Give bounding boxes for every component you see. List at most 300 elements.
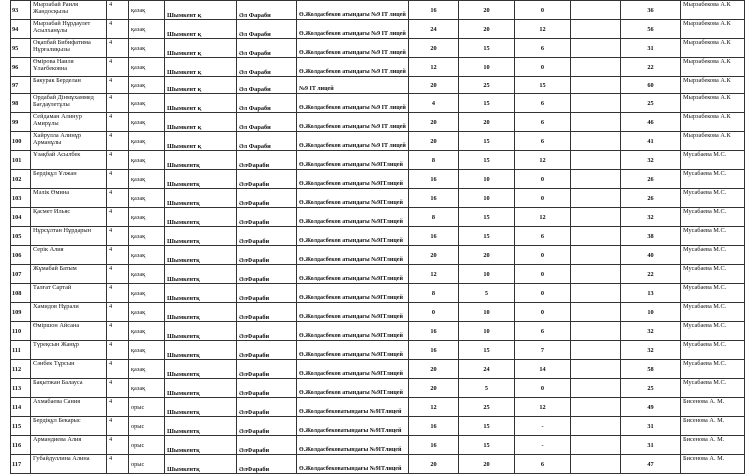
student-name[interactable]: Өмірова Наиля Ұлағбековна <box>31 58 107 77</box>
teacher-name[interactable]: Мусабаева М.С. <box>681 189 745 208</box>
district[interactable]: ӘлФараби <box>237 227 297 246</box>
empty-cell[interactable] <box>571 132 621 151</box>
score-3[interactable]: 0 <box>515 58 571 77</box>
total-score[interactable]: 47 <box>621 455 681 474</box>
student-name[interactable]: Жұмабай Батым <box>31 265 107 284</box>
score-1[interactable]: 16 <box>409 436 459 455</box>
language[interactable]: қазақ <box>129 341 165 360</box>
city[interactable]: Шымкент қ <box>165 20 237 39</box>
score-2[interactable]: 15 <box>459 39 515 58</box>
city[interactable]: Шымкентқ <box>165 208 237 227</box>
score-1[interactable]: 16 <box>409 170 459 189</box>
teacher-name[interactable]: Мусабаева М.С. <box>681 303 745 322</box>
student-name[interactable]: Сәнбек Тұрсын <box>31 360 107 379</box>
empty-cell[interactable] <box>571 208 621 227</box>
score-2[interactable]: 5 <box>459 284 515 303</box>
score-3[interactable]: 6 <box>515 132 571 151</box>
city[interactable]: Шымкентқ <box>165 284 237 303</box>
city[interactable]: Шымкентқ <box>165 322 237 341</box>
student-name[interactable]: Сейдаман Алинур Амирұлы <box>31 113 107 132</box>
class-grade[interactable]: 4 <box>107 436 129 455</box>
row-number[interactable]: 93 <box>11 1 31 20</box>
district[interactable]: ӘлФараби <box>237 341 297 360</box>
class-grade[interactable]: 4 <box>107 151 129 170</box>
student-name[interactable]: Ордабай Дінмұхаммед Бағдаулетұлы <box>31 94 107 113</box>
teacher-name[interactable]: Бисенова А. М. <box>681 436 745 455</box>
row-number[interactable]: 101 <box>11 151 31 170</box>
district[interactable]: Әл Фараби <box>237 77 297 94</box>
language[interactable]: қазақ <box>129 58 165 77</box>
teacher-name[interactable]: Мырзабекова А.К <box>681 20 745 39</box>
score-3[interactable]: 6 <box>515 94 571 113</box>
language[interactable]: орыс <box>129 455 165 474</box>
row-number[interactable]: 105 <box>11 227 31 246</box>
city[interactable]: Шымкентқ <box>165 246 237 265</box>
district[interactable]: Әл Фараби <box>237 20 297 39</box>
empty-cell[interactable] <box>571 379 621 398</box>
total-score[interactable]: 40 <box>621 246 681 265</box>
empty-cell[interactable] <box>571 398 621 417</box>
score-1[interactable]: 20 <box>409 113 459 132</box>
city[interactable]: Шымкент қ <box>165 94 237 113</box>
language[interactable]: қазақ <box>129 303 165 322</box>
empty-cell[interactable] <box>571 1 621 20</box>
language[interactable]: орыс <box>129 417 165 436</box>
total-score[interactable]: 60 <box>621 77 681 94</box>
class-grade[interactable]: 4 <box>107 113 129 132</box>
score-1[interactable]: 8 <box>409 284 459 303</box>
district[interactable]: Әл Фараби <box>237 58 297 77</box>
school-name[interactable]: Ө.Жолдасбеков атындағы №9 IT лицей <box>297 20 409 39</box>
school-name[interactable]: Ө.Жолдасбеков атындағы №9ITлицей <box>297 303 409 322</box>
city[interactable]: Шымкентқ <box>165 265 237 284</box>
city[interactable]: Шымкент қ <box>165 58 237 77</box>
teacher-name[interactable]: Мусабаева М.С. <box>681 246 745 265</box>
score-2[interactable]: 15 <box>459 94 515 113</box>
language[interactable]: орыс <box>129 436 165 455</box>
row-number[interactable]: 99 <box>11 113 31 132</box>
teacher-name[interactable]: Мырзабекова А.К <box>681 58 745 77</box>
city[interactable]: Шымкентқ <box>165 227 237 246</box>
empty-cell[interactable] <box>571 341 621 360</box>
teacher-name[interactable]: Мырзабекова А.К <box>681 94 745 113</box>
score-3[interactable]: 12 <box>515 208 571 227</box>
language[interactable]: қазақ <box>129 132 165 151</box>
student-name[interactable]: Оқапбай Бибифатима Нұрғалиқызы <box>31 39 107 58</box>
score-1[interactable]: 12 <box>409 398 459 417</box>
district[interactable]: ӘлФараби <box>237 360 297 379</box>
school-name[interactable]: Ө.Жолдасбеков атындағы №9ITлицей <box>297 151 409 170</box>
school-name[interactable]: Ө.Жолдасбеков атындағы №9ITлицей <box>297 265 409 284</box>
school-name[interactable]: Ө.Жолдасбеков атындағы №9ITлицей <box>297 227 409 246</box>
city[interactable]: Шымкент қ <box>165 113 237 132</box>
teacher-name[interactable]: Мусабаева М.С. <box>681 227 745 246</box>
total-score[interactable]: 25 <box>621 94 681 113</box>
district[interactable]: ӘлФараби <box>237 284 297 303</box>
student-name[interactable]: Мәлік Өмина <box>31 189 107 208</box>
student-name[interactable]: Бердіқұл Бекарыс <box>31 417 107 436</box>
class-grade[interactable]: 4 <box>107 360 129 379</box>
empty-cell[interactable] <box>571 20 621 39</box>
score-3[interactable]: 6 <box>515 227 571 246</box>
row-number[interactable]: 106 <box>11 246 31 265</box>
empty-cell[interactable] <box>571 284 621 303</box>
district[interactable]: ӘлФараби <box>237 398 297 417</box>
score-3[interactable]: 0 <box>515 170 571 189</box>
city[interactable]: Шымкент қ <box>165 39 237 58</box>
school-name[interactable]: Ө.Жолдасбеков атындағы №9 IT лицей <box>297 94 409 113</box>
class-grade[interactable]: 4 <box>107 94 129 113</box>
empty-cell[interactable] <box>571 265 621 284</box>
score-2[interactable]: 10 <box>459 189 515 208</box>
total-score[interactable]: 10 <box>621 303 681 322</box>
teacher-name[interactable]: Мусабаева М.С. <box>681 379 745 398</box>
score-1[interactable]: 24 <box>409 20 459 39</box>
language[interactable]: қазақ <box>129 1 165 20</box>
score-3[interactable]: 0 <box>515 246 571 265</box>
class-grade[interactable]: 4 <box>107 1 129 20</box>
total-score[interactable]: 13 <box>621 284 681 303</box>
empty-cell[interactable] <box>571 113 621 132</box>
class-grade[interactable]: 4 <box>107 20 129 39</box>
score-3[interactable]: 0 <box>515 189 571 208</box>
student-name[interactable]: Хамидов Нұрали <box>31 303 107 322</box>
total-score[interactable]: 32 <box>621 322 681 341</box>
empty-cell[interactable] <box>571 246 621 265</box>
city[interactable]: Шымкент қ <box>165 132 237 151</box>
class-grade[interactable]: 4 <box>107 246 129 265</box>
total-score[interactable]: 31 <box>621 436 681 455</box>
score-1[interactable]: 20 <box>409 246 459 265</box>
student-name[interactable]: Түреқсын Жанұр <box>31 341 107 360</box>
row-number[interactable]: 103 <box>11 189 31 208</box>
school-name[interactable]: Ө.Жолдасбеков атындағы №9ITлицей <box>297 189 409 208</box>
city[interactable]: Шымкентқ <box>165 341 237 360</box>
city[interactable]: Шымкентқ <box>165 417 237 436</box>
school-name[interactable]: Ө.Жолдасбеков атындағы №9 IT лицей <box>297 39 409 58</box>
teacher-name[interactable]: Бисенова А. М. <box>681 398 745 417</box>
school-name[interactable]: №9 IT лицей <box>297 77 409 94</box>
score-2[interactable]: 15 <box>459 417 515 436</box>
row-number[interactable]: 102 <box>11 170 31 189</box>
teacher-name[interactable]: Мусабаева М.С. <box>681 170 745 189</box>
row-number[interactable]: 108 <box>11 284 31 303</box>
score-1[interactable]: 20 <box>409 39 459 58</box>
row-number[interactable]: 96 <box>11 58 31 77</box>
class-grade[interactable]: 4 <box>107 39 129 58</box>
district[interactable]: ӘлФараби <box>237 322 297 341</box>
language[interactable]: орыс <box>129 398 165 417</box>
school-name[interactable]: Ө.Жолдасбековатындағы №9ITлицей <box>297 436 409 455</box>
score-2[interactable]: 15 <box>459 436 515 455</box>
class-grade[interactable]: 4 <box>107 58 129 77</box>
district[interactable]: Әл Фараби <box>237 1 297 20</box>
student-name[interactable]: Талғат Сартай <box>31 284 107 303</box>
class-grade[interactable]: 4 <box>107 265 129 284</box>
teacher-name[interactable]: Мырзабекова А.К <box>681 39 745 58</box>
score-2[interactable]: 24 <box>459 360 515 379</box>
student-name[interactable]: Өміршон Айсана <box>31 322 107 341</box>
score-2[interactable]: 20 <box>459 113 515 132</box>
school-name[interactable]: Ө.Жолдасбеков атындағы №9ITлицей <box>297 246 409 265</box>
student-name[interactable]: Ұзақбай Асылбек <box>31 151 107 170</box>
score-3[interactable]: 0 <box>515 379 571 398</box>
language[interactable]: қазақ <box>129 322 165 341</box>
city[interactable]: Шымкентқ <box>165 436 237 455</box>
score-2[interactable]: 25 <box>459 77 515 94</box>
school-name[interactable]: Ө.Жолдасбековатындағы №9ITлицей <box>297 398 409 417</box>
district[interactable]: ӘлФараби <box>237 170 297 189</box>
language[interactable]: қазақ <box>129 113 165 132</box>
score-2[interactable]: 10 <box>459 58 515 77</box>
row-number[interactable]: 100 <box>11 132 31 151</box>
score-3[interactable]: - <box>515 436 571 455</box>
city[interactable]: Шымкентқ <box>165 455 237 474</box>
teacher-name[interactable]: Бисенова А. М. <box>681 417 745 436</box>
language[interactable]: қазақ <box>129 77 165 94</box>
district[interactable]: ӘлФараби <box>237 151 297 170</box>
score-2[interactable]: 20 <box>459 20 515 39</box>
language[interactable]: қазақ <box>129 360 165 379</box>
teacher-name[interactable]: Мырзабекова А.К <box>681 113 745 132</box>
score-2[interactable]: 25 <box>459 398 515 417</box>
language[interactable]: қазақ <box>129 189 165 208</box>
row-number[interactable]: 109 <box>11 303 31 322</box>
row-number[interactable]: 114 <box>11 398 31 417</box>
score-3[interactable]: 6 <box>515 322 571 341</box>
score-1[interactable]: 20 <box>409 360 459 379</box>
score-1[interactable]: 16 <box>409 341 459 360</box>
school-name[interactable]: Ө.Жолдасбеков атындағы №9ITлицей <box>297 322 409 341</box>
score-1[interactable]: 16 <box>409 189 459 208</box>
student-name[interactable]: Армандиева Алия <box>31 436 107 455</box>
score-3[interactable]: 6 <box>515 113 571 132</box>
score-2[interactable]: 10 <box>459 303 515 322</box>
empty-cell[interactable] <box>571 322 621 341</box>
score-1[interactable]: 16 <box>409 1 459 20</box>
score-2[interactable]: 20 <box>459 455 515 474</box>
score-1[interactable]: 8 <box>409 208 459 227</box>
row-number[interactable]: 117 <box>11 455 31 474</box>
total-score[interactable]: 58 <box>621 360 681 379</box>
row-number[interactable]: 104 <box>11 208 31 227</box>
score-2[interactable]: 15 <box>459 132 515 151</box>
district[interactable]: ӘлФараби <box>237 379 297 398</box>
district[interactable]: Әл Фараби <box>237 132 297 151</box>
total-score[interactable]: 49 <box>621 398 681 417</box>
row-number[interactable]: 112 <box>11 360 31 379</box>
student-name[interactable]: Бакурак Берделан <box>31 77 107 94</box>
empty-cell[interactable] <box>571 189 621 208</box>
language[interactable]: қазақ <box>129 246 165 265</box>
school-name[interactable]: Ө.Жолдасбеков атындағы №9ITлицей <box>297 208 409 227</box>
student-name[interactable]: Серік Алия <box>31 246 107 265</box>
row-number[interactable]: 95 <box>11 39 31 58</box>
school-name[interactable]: Ө.Жолдасбеков атындағы №9 IT лицей <box>297 58 409 77</box>
total-score[interactable]: 38 <box>621 227 681 246</box>
score-2[interactable]: 10 <box>459 265 515 284</box>
district[interactable]: ӘлФараби <box>237 436 297 455</box>
empty-cell[interactable] <box>571 303 621 322</box>
language[interactable]: қазақ <box>129 227 165 246</box>
teacher-name[interactable]: Мусабаева М.С. <box>681 322 745 341</box>
district[interactable]: ӘлФараби <box>237 246 297 265</box>
score-1[interactable]: 4 <box>409 94 459 113</box>
total-score[interactable]: 46 <box>621 113 681 132</box>
score-3[interactable]: - <box>515 417 571 436</box>
score-3[interactable]: 0 <box>515 284 571 303</box>
score-1[interactable]: 20 <box>409 132 459 151</box>
total-score[interactable]: 26 <box>621 170 681 189</box>
score-3[interactable]: 12 <box>515 20 571 39</box>
class-grade[interactable]: 4 <box>107 170 129 189</box>
district[interactable]: Әл Фараби <box>237 39 297 58</box>
district[interactable]: ӘлФараби <box>237 303 297 322</box>
total-score[interactable]: 22 <box>621 265 681 284</box>
district[interactable]: ӘлФараби <box>237 208 297 227</box>
city[interactable]: Шымкент қ <box>165 1 237 20</box>
class-grade[interactable]: 4 <box>107 132 129 151</box>
city[interactable]: Шымкентқ <box>165 398 237 417</box>
row-number[interactable]: 115 <box>11 417 31 436</box>
score-3[interactable]: 0 <box>515 303 571 322</box>
city[interactable]: Шымкентқ <box>165 360 237 379</box>
score-2[interactable]: 20 <box>459 246 515 265</box>
score-1[interactable]: 16 <box>409 322 459 341</box>
language[interactable]: қазақ <box>129 151 165 170</box>
class-grade[interactable]: 4 <box>107 208 129 227</box>
teacher-name[interactable]: Мырзабекова А.К <box>681 77 745 94</box>
class-grade[interactable]: 4 <box>107 284 129 303</box>
district[interactable]: Әл Фараби <box>237 113 297 132</box>
school-name[interactable]: Ө.Жолдасбековатындағы №9ITлицей <box>297 417 409 436</box>
teacher-name[interactable]: Мырзабекова А.К <box>681 132 745 151</box>
row-number[interactable]: 97 <box>11 77 31 94</box>
empty-cell[interactable] <box>571 436 621 455</box>
district[interactable]: ӘлФараби <box>237 265 297 284</box>
score-2[interactable]: 15 <box>459 341 515 360</box>
class-grade[interactable]: 4 <box>107 379 129 398</box>
teacher-name[interactable]: Мусабаева М.С. <box>681 208 745 227</box>
school-name[interactable]: Ө.Жолдасбеков атындағы №9 IT лицей <box>297 1 409 20</box>
school-name[interactable]: Ө.Жолдасбеков атындағы №9ITлицей <box>297 379 409 398</box>
score-1[interactable]: 16 <box>409 227 459 246</box>
total-score[interactable]: 56 <box>621 20 681 39</box>
score-2[interactable]: 20 <box>459 1 515 20</box>
language[interactable]: қазақ <box>129 284 165 303</box>
student-name[interactable]: Бердіқұл Ұлжан <box>31 170 107 189</box>
language[interactable]: қазақ <box>129 20 165 39</box>
student-name[interactable]: Бақытжан Балауса <box>31 379 107 398</box>
district[interactable]: ӘлФараби <box>237 189 297 208</box>
school-name[interactable]: Ө.Жолдасбеков атындағы №9ITлицей <box>297 360 409 379</box>
empty-cell[interactable] <box>571 77 621 94</box>
language[interactable]: қазақ <box>129 265 165 284</box>
score-1[interactable]: 12 <box>409 58 459 77</box>
city[interactable]: Шымкентқ <box>165 303 237 322</box>
city[interactable]: Шымкентқ <box>165 170 237 189</box>
school-name[interactable]: Ө.Жолдасбеков атындағы №9ITлицей <box>297 341 409 360</box>
total-score[interactable]: 25 <box>621 379 681 398</box>
total-score[interactable]: 32 <box>621 151 681 170</box>
score-1[interactable]: 20 <box>409 379 459 398</box>
district[interactable]: ӘлФараби <box>237 455 297 474</box>
district[interactable]: ӘлФараби <box>237 417 297 436</box>
teacher-name[interactable]: Мусабаева М.С. <box>681 151 745 170</box>
student-name[interactable]: Қасмет Ильяс <box>31 208 107 227</box>
student-name[interactable]: Мырзабай Раиля Жандосқызы <box>31 1 107 20</box>
empty-cell[interactable] <box>571 94 621 113</box>
empty-cell[interactable] <box>571 360 621 379</box>
school-name[interactable]: Ө.Жолдасбеков атындағы №9ITлицей <box>297 284 409 303</box>
language[interactable]: қазақ <box>129 170 165 189</box>
empty-cell[interactable] <box>571 227 621 246</box>
row-number[interactable]: 116 <box>11 436 31 455</box>
score-1[interactable]: 20 <box>409 455 459 474</box>
teacher-name[interactable]: Мусабаева М.С. <box>681 265 745 284</box>
row-number[interactable]: 111 <box>11 341 31 360</box>
language[interactable]: қазақ <box>129 208 165 227</box>
teacher-name[interactable]: Мусабаева М.С. <box>681 360 745 379</box>
total-score[interactable]: 31 <box>621 417 681 436</box>
total-score[interactable]: 26 <box>621 189 681 208</box>
score-3[interactable]: 14 <box>515 360 571 379</box>
class-grade[interactable]: 4 <box>107 398 129 417</box>
class-grade[interactable]: 4 <box>107 322 129 341</box>
score-2[interactable]: 10 <box>459 322 515 341</box>
class-grade[interactable]: 4 <box>107 189 129 208</box>
student-name[interactable]: Нұрсұлтан Нұрдарын <box>31 227 107 246</box>
total-score[interactable]: 22 <box>621 58 681 77</box>
city[interactable]: Шымкентқ <box>165 151 237 170</box>
score-3[interactable]: 0 <box>515 265 571 284</box>
class-grade[interactable]: 4 <box>107 227 129 246</box>
row-number[interactable]: 110 <box>11 322 31 341</box>
score-1[interactable]: 20 <box>409 77 459 94</box>
language[interactable]: қазақ <box>129 94 165 113</box>
school-name[interactable]: Ө.Жолдасбековатындағы №9ITлицей <box>297 455 409 474</box>
total-score[interactable]: 36 <box>621 1 681 20</box>
class-grade[interactable]: 4 <box>107 455 129 474</box>
empty-cell[interactable] <box>571 151 621 170</box>
teacher-name[interactable]: Мусабаева М.С. <box>681 341 745 360</box>
class-grade[interactable]: 4 <box>107 417 129 436</box>
score-2[interactable]: 10 <box>459 170 515 189</box>
student-name[interactable]: Мырзабай Нұрдаулет Асылханұлы <box>31 20 107 39</box>
score-1[interactable]: 8 <box>409 151 459 170</box>
school-name[interactable]: Ө.Жолдасбеков атындағы №9 IT лицей <box>297 132 409 151</box>
city[interactable]: Шымкентқ <box>165 189 237 208</box>
row-number[interactable]: 107 <box>11 265 31 284</box>
total-score[interactable]: 32 <box>621 341 681 360</box>
school-name[interactable]: Ө.Жолдасбеков атындағы №9ITлицей <box>297 170 409 189</box>
total-score[interactable]: 31 <box>621 39 681 58</box>
score-2[interactable]: 15 <box>459 151 515 170</box>
empty-cell[interactable] <box>571 417 621 436</box>
student-name[interactable]: Губайдуллина Алина <box>31 455 107 474</box>
district[interactable]: Әл Фараби <box>237 94 297 113</box>
score-2[interactable]: 15 <box>459 208 515 227</box>
score-2[interactable]: 15 <box>459 227 515 246</box>
total-score[interactable]: 32 <box>621 208 681 227</box>
language[interactable]: қазақ <box>129 379 165 398</box>
score-2[interactable]: 5 <box>459 379 515 398</box>
row-number[interactable]: 113 <box>11 379 31 398</box>
city[interactable]: Шымкент қ <box>165 77 237 94</box>
school-name[interactable]: Ө.Жолдасбеков атындағы №9 IT лицей <box>297 113 409 132</box>
score-3[interactable]: 6 <box>515 455 571 474</box>
row-number[interactable]: 94 <box>11 20 31 39</box>
